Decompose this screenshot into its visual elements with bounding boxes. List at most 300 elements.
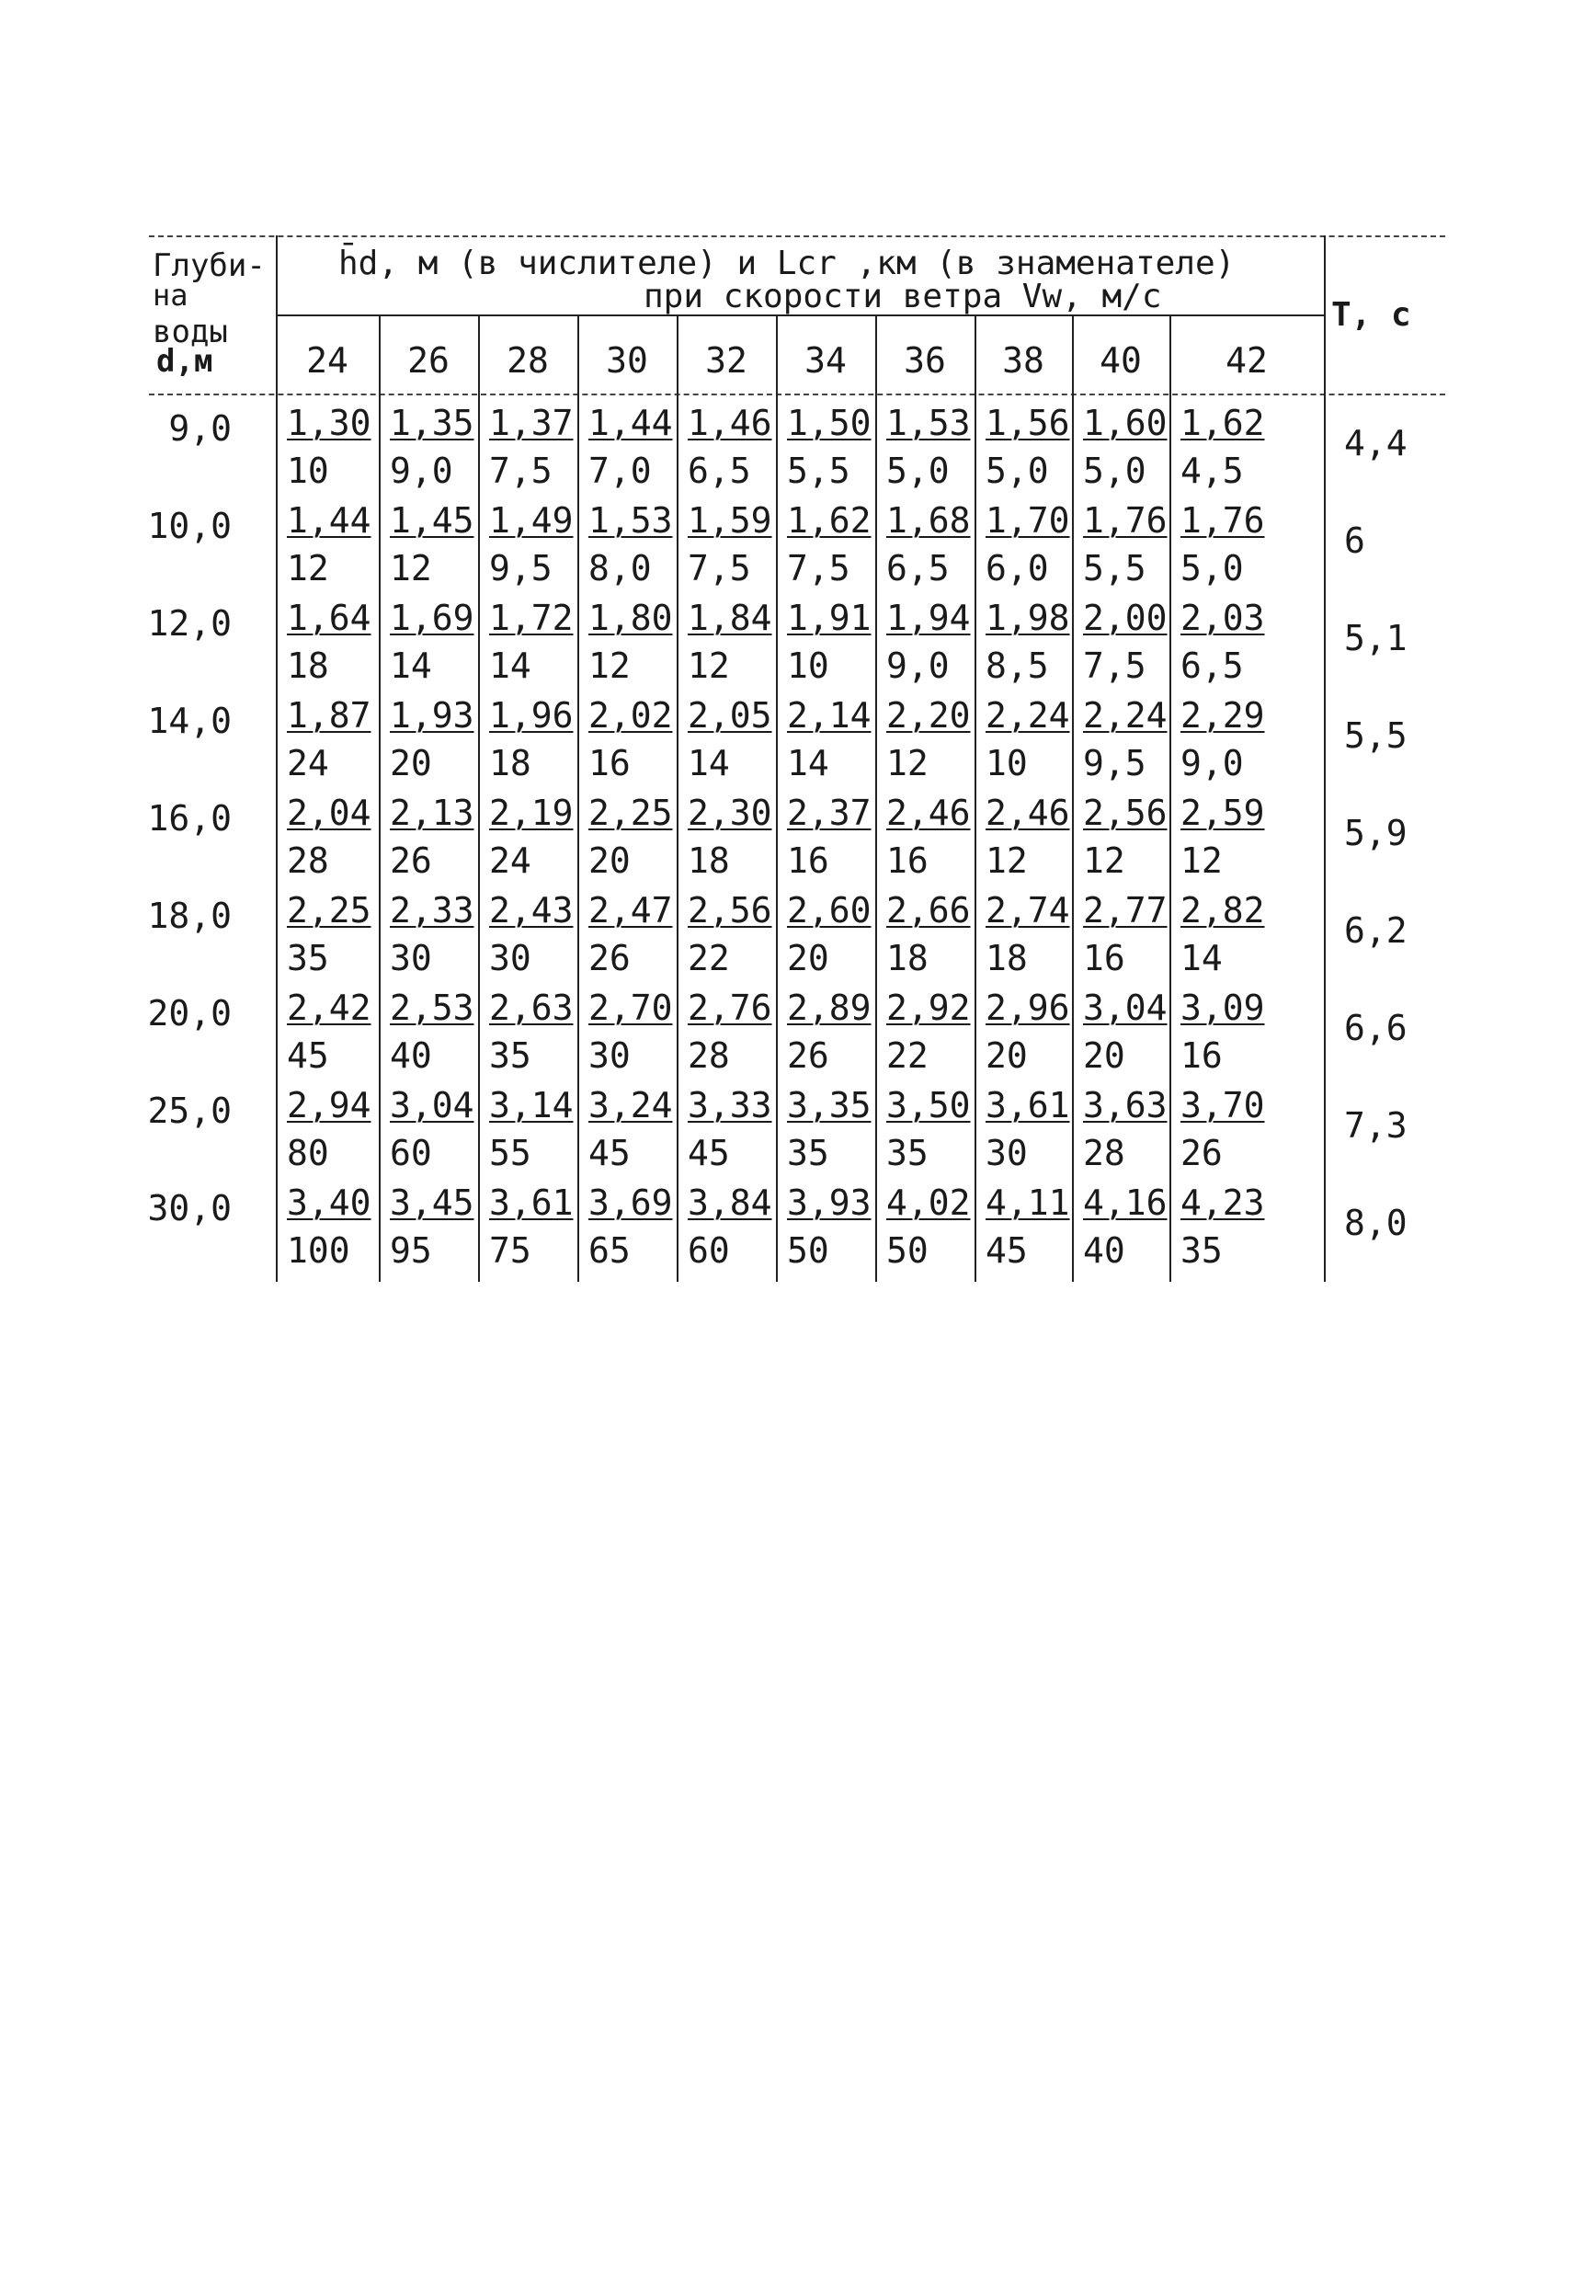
fraction-cell	[1072, 502, 1171, 587]
fraction-cell	[379, 1087, 478, 1171]
period-value: 5,5	[1344, 715, 1408, 756]
fraction-cell	[677, 405, 776, 489]
fraction-cell	[677, 989, 776, 1074]
fraction-cell	[379, 405, 478, 489]
wave-height-value: 2,37	[787, 793, 872, 833]
wave-height-value: 2,03	[1180, 598, 1265, 638]
fetch-length-value: 35	[1180, 1230, 1223, 1271]
wave-height-value: 3,93	[787, 1182, 872, 1223]
wind-speed-40: 40	[1100, 340, 1142, 381]
fetch-length-value: 16	[886, 840, 929, 881]
wave-height-value: 1,53	[886, 403, 971, 443]
fraction-cell	[677, 794, 776, 879]
fetch-length-value: 5,0	[1180, 548, 1244, 588]
wind-speed-32: 32	[705, 340, 747, 381]
fetch-length-value: 18	[688, 840, 730, 881]
header-bottom-border	[149, 394, 1445, 395]
fraction-cell	[776, 697, 875, 782]
wave-height-value: 2,60	[787, 890, 872, 931]
fetch-length-value: 10	[287, 451, 329, 491]
wave-height-value: 2,46	[886, 793, 971, 833]
fraction-cell	[577, 794, 677, 879]
fetch-length-value: 5,0	[886, 451, 950, 491]
wave-height-value: 1,35	[390, 403, 474, 443]
depth-value: 30,0	[147, 1188, 232, 1228]
fetch-length-value: 16	[1083, 938, 1125, 978]
fraction-cell	[677, 892, 776, 977]
fetch-length-value: 12	[588, 645, 631, 686]
fraction-cell	[875, 892, 975, 977]
depth-value: 12,0	[147, 603, 232, 644]
fraction-cell	[776, 794, 875, 879]
fraction-cell	[875, 1087, 975, 1171]
fraction-cell	[1169, 1087, 1269, 1171]
fraction-cell	[577, 1087, 677, 1171]
wind-speed-42: 42	[1226, 340, 1268, 381]
fraction-cell	[478, 794, 577, 879]
fetch-length-value: 60	[688, 1230, 730, 1271]
fraction-cell	[577, 892, 677, 977]
fetch-length-value: 26	[390, 840, 432, 881]
fraction-cell	[478, 502, 577, 587]
wave-height-value: 1,91	[787, 598, 872, 638]
wave-height-value: 2,42	[287, 988, 371, 1028]
fraction-cell	[975, 892, 1074, 977]
fetch-length-value: 14	[489, 645, 531, 686]
fraction-cell	[776, 502, 875, 587]
fetch-length-value: 5,5	[1083, 548, 1146, 588]
fetch-length-value: 45	[986, 1230, 1028, 1271]
wave-height-value: 2,33	[390, 890, 474, 931]
fetch-length-value: 20	[986, 1035, 1028, 1076]
fetch-length-value: 14	[1180, 938, 1223, 978]
fraction-cell	[478, 989, 577, 1074]
fraction-cell	[478, 1087, 577, 1171]
wave-height-value: 1,68	[886, 500, 971, 541]
fraction-cell	[1072, 794, 1171, 879]
fetch-length-value: 35	[787, 1133, 829, 1173]
fraction-cell	[776, 1184, 875, 1269]
fetch-length-value: 45	[688, 1133, 730, 1173]
fraction-cell	[577, 405, 677, 489]
fetch-length-value: 50	[886, 1230, 929, 1271]
fraction-cell	[1169, 600, 1269, 684]
depth-label-line-1: Глуби-	[153, 247, 266, 284]
fetch-length-value: 7,5	[688, 548, 751, 588]
fetch-length-value: 14	[688, 743, 730, 783]
wave-height-value: 1,46	[688, 403, 772, 443]
column-separator	[478, 314, 480, 1282]
fetch-length-value: 45	[287, 1035, 329, 1076]
fetch-length-value: 20	[390, 743, 432, 783]
wave-height-value: 1,76	[1180, 500, 1265, 541]
wave-height-value: 1,72	[489, 598, 574, 638]
fetch-length-value: 6,5	[1180, 645, 1244, 686]
wind-speed-30: 30	[606, 340, 648, 381]
fetch-length-value: 10	[787, 645, 829, 686]
fraction-cell	[379, 794, 478, 879]
fetch-length-value: 12	[1180, 840, 1223, 881]
wave-height-value: 2,66	[886, 890, 971, 931]
wave-height-value: 2,46	[986, 793, 1070, 833]
fetch-length-value: 12	[986, 840, 1028, 881]
fetch-length-value: 5,0	[1083, 451, 1146, 491]
fraction-cell	[478, 405, 577, 489]
fraction-cell	[1072, 892, 1171, 977]
fetch-length-value: 35	[886, 1133, 929, 1173]
wave-height-value: 1,30	[287, 403, 371, 443]
wave-height-value: 3,33	[688, 1085, 772, 1125]
fetch-length-value: 60	[390, 1133, 432, 1173]
fraction-cell	[875, 502, 975, 587]
wave-height-value: 2,59	[1180, 793, 1265, 833]
fraction-cell	[975, 794, 1074, 879]
fetch-length-value: 75	[489, 1230, 531, 1271]
fetch-length-value: 18	[287, 645, 329, 686]
fetch-length-value: 6,5	[886, 548, 950, 588]
wave-height-value: 3,24	[588, 1085, 673, 1125]
fraction-cell	[478, 697, 577, 782]
fraction-cell	[577, 1184, 677, 1269]
wave-height-value: 2,29	[1180, 695, 1265, 736]
fraction-cell	[1169, 892, 1269, 977]
fetch-length-value: 35	[287, 938, 329, 978]
fetch-length-value: 12	[688, 645, 730, 686]
wave-height-value: 1,59	[688, 500, 772, 541]
fetch-length-value: 30	[986, 1133, 1028, 1173]
fetch-length-value: 16	[787, 840, 829, 881]
fetch-length-value: 20	[787, 938, 829, 978]
wave-height-value: 3,69	[588, 1182, 673, 1223]
fraction-cell	[1072, 405, 1171, 489]
fetch-length-value: 28	[287, 840, 329, 881]
wave-height-value: 2,19	[489, 793, 574, 833]
depth-value: 25,0	[147, 1091, 232, 1131]
fetch-length-value: 20	[588, 840, 631, 881]
fetch-length-value: 22	[886, 1035, 929, 1076]
fraction-cell	[276, 405, 375, 489]
depth-value: 18,0	[147, 896, 232, 936]
wind-speed-26: 26	[407, 340, 450, 381]
wave-height-value: 1,45	[390, 500, 474, 541]
fetch-length-value: 24	[489, 840, 531, 881]
wave-height-value: 1,53	[588, 500, 673, 541]
fetch-length-value: 18	[986, 938, 1028, 978]
fraction-cell	[276, 600, 375, 684]
fetch-length-value: 12	[1083, 840, 1125, 881]
wave-height-value: 2,25	[588, 793, 673, 833]
fraction-cell	[1169, 794, 1269, 879]
depth-label-line-2: на	[153, 278, 188, 313]
wave-height-value: 1,64	[287, 598, 371, 638]
fetch-length-value: 50	[787, 1230, 829, 1271]
fetch-length-value: 6,5	[688, 451, 751, 491]
fetch-length-value: 28	[1083, 1133, 1125, 1173]
fraction-cell	[677, 697, 776, 782]
wave-height-value: 3,45	[390, 1182, 474, 1223]
fetch-length-value: 40	[1083, 1230, 1125, 1271]
wave-height-value: 2,47	[588, 890, 673, 931]
wave-height-value: 3,61	[489, 1182, 574, 1223]
wave-height-value: 3,50	[886, 1085, 971, 1125]
wave-height-value: 1,98	[986, 598, 1070, 638]
fetch-length-value: 14	[390, 645, 432, 686]
column-separator	[379, 314, 381, 1282]
wave-height-value: 3,70	[1180, 1085, 1265, 1125]
fetch-length-value: 5,0	[986, 451, 1049, 491]
fraction-cell	[776, 892, 875, 977]
fraction-cell	[875, 600, 975, 684]
wave-height-value: 3,04	[390, 1085, 474, 1125]
column-separator	[975, 314, 976, 1282]
fraction-cell	[1072, 989, 1171, 1074]
wave-height-value: 2,00	[1083, 598, 1168, 638]
period-value: 6,2	[1344, 910, 1408, 951]
wave-height-value: 4,02	[886, 1182, 971, 1223]
fraction-cell	[875, 697, 975, 782]
wind-speed-34: 34	[804, 340, 847, 381]
fetch-length-value: 16	[588, 743, 631, 783]
fraction-cell	[379, 600, 478, 684]
fetch-length-value: 7,5	[489, 451, 553, 491]
wave-height-value: 2,13	[390, 793, 474, 833]
wave-height-value: 2,14	[787, 695, 872, 736]
fraction-cell	[1072, 1184, 1171, 1269]
fraction-cell	[276, 989, 375, 1074]
wind-speed-38: 38	[1002, 340, 1044, 381]
wave-height-value: 1,60	[1083, 403, 1168, 443]
fetch-length-value: 8,5	[986, 645, 1049, 686]
table-subtitle: при скорости ветра Vw, м/с	[644, 278, 1162, 315]
fetch-length-value: 20	[1083, 1035, 1125, 1076]
fraction-cell	[875, 794, 975, 879]
wind-speed-28: 28	[507, 340, 549, 381]
wave-height-value: 2,70	[588, 988, 673, 1028]
wave-height-value: 2,89	[787, 988, 872, 1028]
fraction-cell	[1169, 405, 1269, 489]
fetch-length-value: 26	[787, 1035, 829, 1076]
fetch-length-value: 9,0	[390, 451, 453, 491]
period-value: 8,0	[1344, 1203, 1408, 1243]
wave-height-value: 3,04	[1083, 988, 1168, 1028]
fetch-length-value: 40	[390, 1035, 432, 1076]
fraction-cell	[1072, 697, 1171, 782]
fraction-cell	[975, 405, 1074, 489]
fraction-cell	[379, 989, 478, 1074]
wave-height-value: 2,04	[287, 793, 371, 833]
fraction-cell	[1072, 1087, 1171, 1171]
period-column-border	[1324, 235, 1326, 1282]
fraction-cell	[975, 502, 1074, 587]
fetch-length-value: 18	[886, 938, 929, 978]
wave-height-value: 3,09	[1180, 988, 1265, 1028]
wave-height-value: 1,70	[986, 500, 1070, 541]
fetch-length-value: 16	[1180, 1035, 1223, 1076]
wave-height-value: 2,43	[489, 890, 574, 931]
wave-height-value: 1,44	[588, 403, 673, 443]
fraction-cell	[577, 502, 677, 587]
fetch-length-value: 5,5	[787, 451, 850, 491]
wave-height-value: 2,63	[489, 988, 574, 1028]
wave-height-value: 3,61	[986, 1085, 1070, 1125]
wave-height-value: 3,35	[787, 1085, 872, 1125]
fetch-length-value: 100	[287, 1230, 350, 1271]
wave-height-value: 2,96	[986, 988, 1070, 1028]
fetch-length-value: 22	[688, 938, 730, 978]
fetch-length-value: 9,0	[886, 645, 950, 686]
period-value: 5,9	[1344, 813, 1408, 853]
fraction-cell	[379, 1184, 478, 1269]
period-value: 5,1	[1344, 618, 1408, 658]
fraction-cell	[975, 600, 1074, 684]
fraction-cell	[276, 892, 375, 977]
fraction-cell	[379, 697, 478, 782]
depth-value: 9,0	[168, 408, 232, 449]
wave-height-value: 2,05	[688, 695, 772, 736]
fetch-length-value: 45	[588, 1133, 631, 1173]
fraction-cell	[276, 502, 375, 587]
depth-label-line-3: воды	[153, 314, 228, 350]
fraction-cell	[776, 405, 875, 489]
wave-height-value: 1,44	[287, 500, 371, 541]
fraction-cell	[577, 989, 677, 1074]
wave-height-value: 2,02	[588, 695, 673, 736]
fraction-cell	[379, 892, 478, 977]
fetch-length-value: 7,0	[588, 451, 652, 491]
wave-height-value: 1,50	[787, 403, 872, 443]
fraction-cell	[975, 697, 1074, 782]
fraction-cell	[1169, 1184, 1269, 1269]
column-separator	[677, 314, 678, 1282]
wave-height-value: 3,40	[287, 1182, 371, 1223]
wave-height-value: 4,16	[1083, 1182, 1168, 1223]
wave-height-value: 1,69	[390, 598, 474, 638]
fetch-length-value: 12	[287, 548, 329, 588]
wave-height-value: 2,24	[986, 695, 1070, 736]
fraction-cell	[975, 989, 1074, 1074]
fetch-length-value: 65	[588, 1230, 631, 1271]
wave-height-value: 2,76	[688, 988, 772, 1028]
fetch-length-value: 26	[1180, 1133, 1223, 1173]
fraction-cell	[677, 502, 776, 587]
wave-height-value: 1,93	[390, 695, 474, 736]
depth-value: 14,0	[147, 701, 232, 741]
fetch-length-value: 14	[787, 743, 829, 783]
fraction-cell	[975, 1184, 1074, 1269]
wave-height-value: 1,62	[1180, 403, 1265, 443]
wave-height-value: 1,84	[688, 598, 772, 638]
fraction-cell	[776, 600, 875, 684]
wave-height-value: 1,37	[489, 403, 574, 443]
wave-height-value: 2,82	[1180, 890, 1265, 931]
fraction-cell	[677, 600, 776, 684]
fraction-cell	[1169, 989, 1269, 1074]
fetch-length-value: 28	[688, 1035, 730, 1076]
fraction-cell	[577, 600, 677, 684]
fetch-length-value: 9,0	[1180, 743, 1244, 783]
fraction-cell	[776, 989, 875, 1074]
fetch-length-value: 8,0	[588, 548, 652, 588]
depth-label-line-4: d,м	[156, 343, 213, 380]
fetch-length-value: 80	[287, 1133, 329, 1173]
fetch-length-value: 6,0	[986, 548, 1049, 588]
wave-height-value: 2,56	[688, 890, 772, 931]
wave-height-value: 2,94	[287, 1085, 371, 1125]
fetch-length-value: 95	[390, 1230, 432, 1271]
depth-value: 20,0	[147, 993, 232, 1034]
wave-height-value: 2,53	[390, 988, 474, 1028]
wind-speed-36: 36	[904, 340, 946, 381]
period-value: 7,3	[1344, 1105, 1408, 1146]
wave-height-value: 1,94	[886, 598, 971, 638]
fetch-length-value: 12	[390, 548, 432, 588]
period-value: 6	[1344, 520, 1365, 561]
fetch-length-value: 9,5	[489, 548, 553, 588]
period-value: 6,6	[1344, 1008, 1408, 1048]
fraction-cell	[276, 794, 375, 879]
fraction-cell	[276, 1184, 375, 1269]
fraction-cell	[1169, 697, 1269, 782]
fraction-cell	[677, 1184, 776, 1269]
fraction-cell	[478, 892, 577, 977]
depth-value: 10,0	[147, 506, 232, 546]
wind-speed-24: 24	[306, 340, 348, 381]
fetch-length-value: 7,5	[787, 548, 850, 588]
fraction-cell	[875, 989, 975, 1074]
table-top-border	[149, 235, 1445, 237]
fraction-cell	[276, 1087, 375, 1171]
wave-height-value: 2,92	[886, 988, 971, 1028]
column-separator	[776, 314, 778, 1282]
fetch-length-value: 24	[287, 743, 329, 783]
wave-height-value: 2,30	[688, 793, 772, 833]
wave-height-value: 1,80	[588, 598, 673, 638]
fetch-length-value: 12	[886, 743, 929, 783]
wave-height-value: 3,84	[688, 1182, 772, 1223]
fetch-length-value: 55	[489, 1133, 531, 1173]
fraction-cell	[677, 1087, 776, 1171]
wave-height-value: 1,62	[787, 500, 872, 541]
wave-height-value: 4,23	[1180, 1182, 1265, 1223]
column-separator	[577, 314, 579, 1282]
fraction-cell	[478, 600, 577, 684]
wave-height-value: 3,63	[1083, 1085, 1168, 1125]
wave-height-value: 4,11	[986, 1182, 1070, 1223]
fraction-cell	[276, 697, 375, 782]
period-header: Т, с	[1331, 296, 1411, 334]
fetch-length-value: 10	[986, 743, 1028, 783]
depth-value: 16,0	[147, 798, 232, 839]
fetch-length-value: 4,5	[1180, 451, 1244, 491]
period-value: 4,4	[1344, 423, 1408, 463]
column-separator	[1169, 314, 1171, 1282]
fraction-cell	[1072, 600, 1171, 684]
wave-height-value: 2,25	[287, 890, 371, 931]
wave-height-value: 2,56	[1083, 793, 1168, 833]
wave-height-value: 1,96	[489, 695, 574, 736]
fraction-cell	[577, 697, 677, 782]
fetch-length-value: 30	[390, 938, 432, 978]
wave-height-value: 1,76	[1083, 500, 1168, 541]
fraction-cell	[875, 405, 975, 489]
column-separator	[1072, 314, 1074, 1282]
wave-height-value: 1,49	[489, 500, 574, 541]
column-separator	[875, 314, 877, 1282]
fetch-length-value: 26	[588, 938, 631, 978]
fetch-length-value: 18	[489, 743, 531, 783]
fetch-length-value: 30	[588, 1035, 631, 1076]
wave-height-value: 2,24	[1083, 695, 1168, 736]
